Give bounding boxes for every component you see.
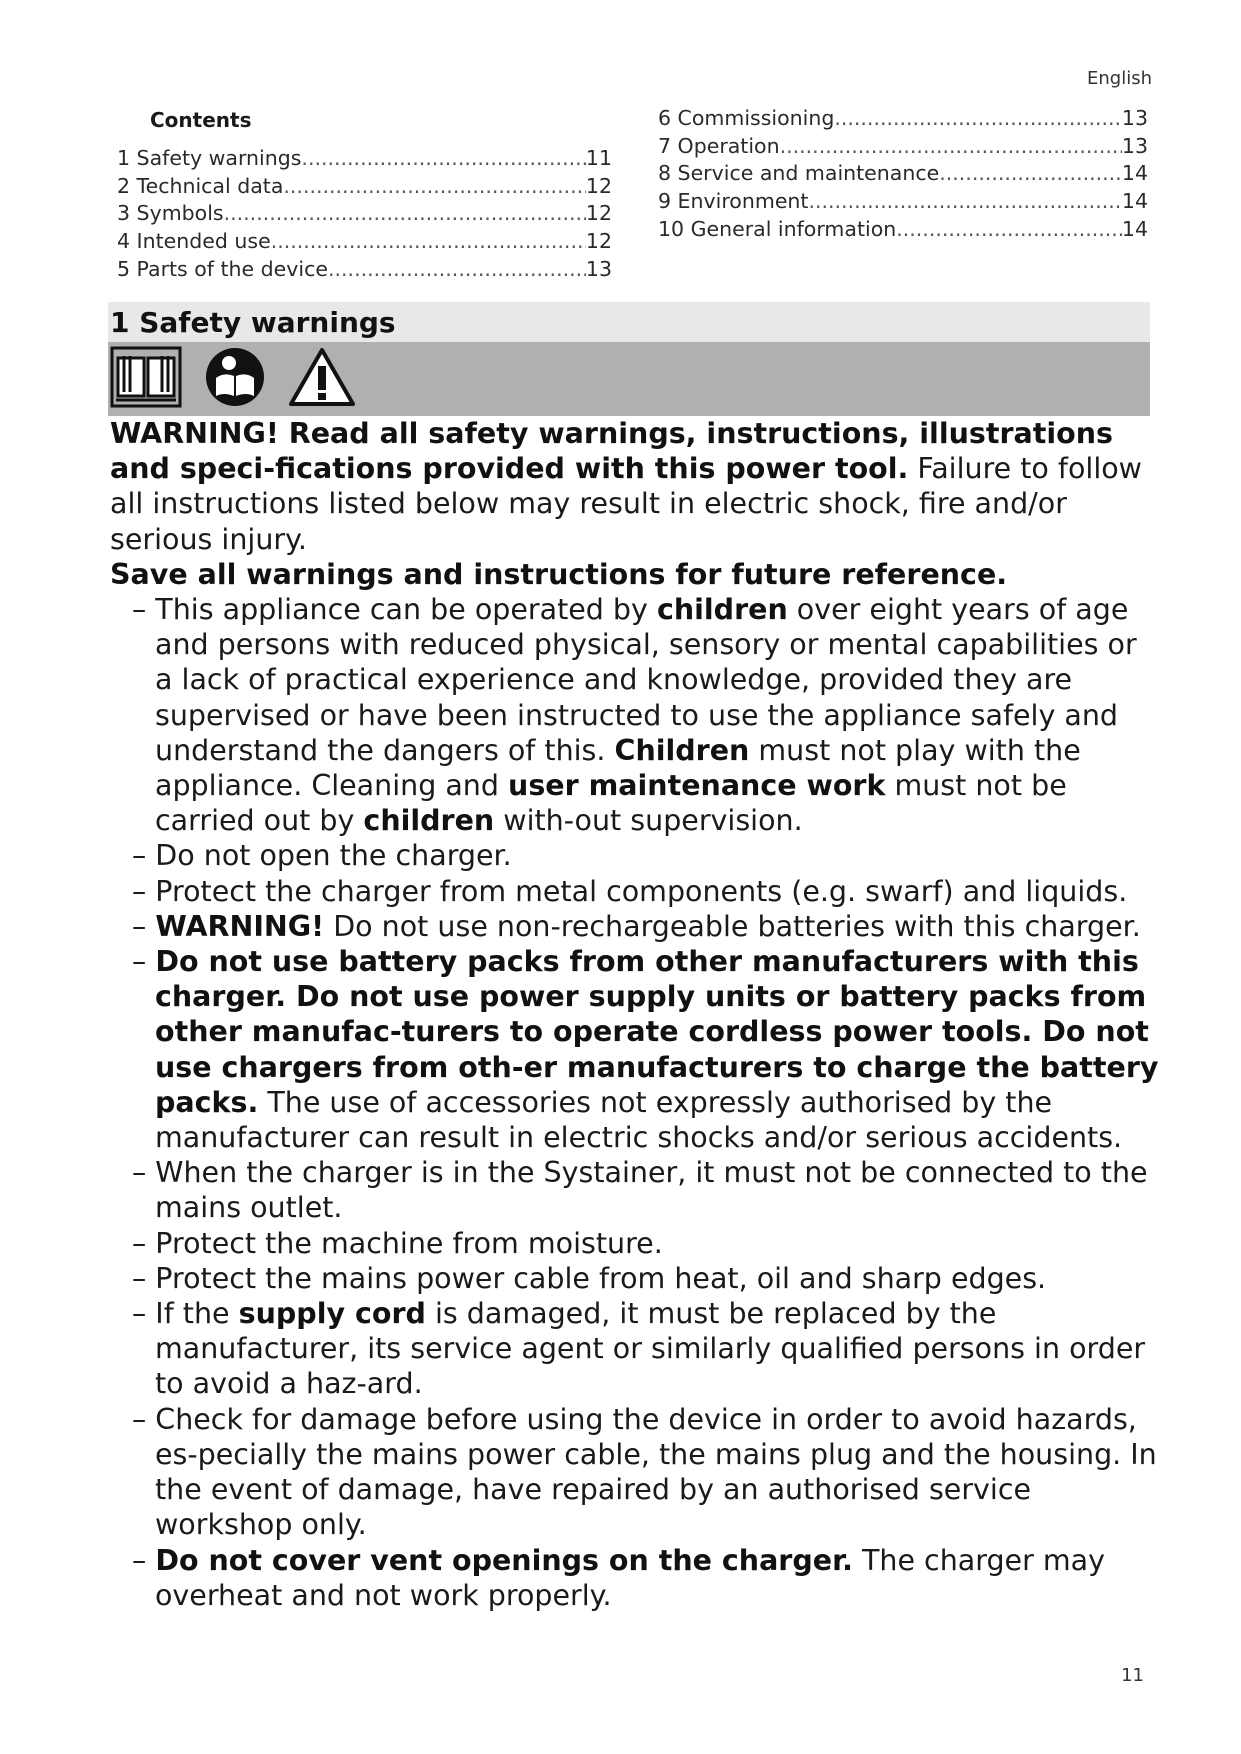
save-instructions: Save all warnings and instructions for future reference. [110, 557, 1008, 591]
toc-label: 4 Intended use [117, 229, 271, 254]
toc-label: 7 Operation [658, 133, 780, 158]
language-label: English [1087, 68, 1152, 89]
toc-page: 13 [1121, 106, 1148, 130]
toc-label: 9 Environment [658, 189, 809, 214]
list-item: – Do not open the charger. [132, 839, 512, 873]
list-item: – Protect the machine from moisture. [132, 1226, 663, 1260]
toc-label: 5 Parts of the device [117, 256, 328, 281]
contents-title: Contents [150, 108, 252, 132]
toc-label: 8 Service and maintenance [658, 161, 940, 186]
list-item: – WARNING! Do not use non-rechargeable batteries with this charger. [132, 909, 1141, 943]
list-item: – If the supply cord is damaged, it must be replaced by the manufacturer, its service agent or similarly qualified persons in order to avoid a haz-ard. [132, 1297, 1146, 1401]
toc-page: 13 [1121, 133, 1148, 158]
list-item: – Protect the mains power cable from heat, oil and sharp edges. [132, 1261, 1047, 1295]
toc-entry[interactable] [658, 216, 1148, 244]
toc-right-column [658, 105, 1148, 244]
toc-entry[interactable] [117, 145, 612, 173]
toc-label: 1 Safety warnings [117, 146, 302, 170]
toc-page: 12 [585, 201, 612, 226]
toc-label: 3 Symbols [117, 201, 224, 226]
toc-entry[interactable] [658, 105, 1148, 133]
safety-warnings-body [110, 416, 1160, 1613]
toc-page: 14 [1121, 161, 1148, 186]
toc-entry[interactable] [117, 256, 612, 284]
section-header [108, 302, 1150, 342]
toc-entry[interactable] [117, 228, 612, 256]
warning-triangle-icon [288, 346, 356, 408]
toc-entry[interactable] [117, 200, 612, 228]
toc-entry[interactable] [658, 133, 1148, 161]
section-title: 1 Safety warnings [110, 306, 396, 339]
manual-book-icon [110, 346, 182, 408]
page-number: 11 [1121, 1665, 1144, 1686]
toc-page: 14 [1121, 216, 1148, 241]
warning-intro: WARNING! Read all safety warnings, instructions, illustrations and speci-fications provided with this power tool. Failure to follow all instructions listed below may result in electric shock, fire and/or serious injury. [110, 417, 1142, 556]
toc-page: 11 [585, 146, 612, 170]
toc-label: 2 Technical data [117, 173, 284, 198]
toc-left-column [117, 145, 612, 284]
toc-page: 14 [1121, 189, 1148, 214]
read-instructions-icon [204, 346, 266, 408]
list-item: – Do not use battery packs from other manufacturers with this charger. Do not use power supply units or battery packs from other manufac-turers to operate cordless power tools. Do not use chargers from oth-er manufacturers to charge the battery packs. The use of accessories not expressly authorised by the manufacturer can result in electric shocks and/or serious accidents. [132, 945, 1159, 1155]
toc-label: 6 Commissioning [658, 106, 835, 130]
toc-page: 12 [585, 173, 612, 198]
icon-bar [108, 342, 1150, 416]
toc-page: 13 [585, 256, 612, 281]
toc-entry[interactable] [117, 173, 612, 201]
toc-label: 10 General information [658, 216, 897, 241]
list-item: – This appliance can be operated by children over eight years of age and persons with reduced physical, sensory or mental capabilities or a lack of practical experience and knowledge, provided they are supervised or have been instructed to use the appliance safely and understand the dangers of this. Children must not play with the appliance. Cleaning and user maintenance work must not be carried out by children with-out supervision. [132, 593, 1137, 838]
toc-page: 12 [585, 229, 612, 254]
list-item: – Do not cover vent openings on the charger. The charger may overheat and not work properly. [132, 1543, 1105, 1612]
list-item: – Protect the charger from metal components (e.g. swarf) and liquids. [132, 874, 1128, 908]
list-item: – Check for damage before using the device in order to avoid hazards, es-pecially the mains power cable, the mains plug and the housing. In the event of damage, have repaired by an authorised service workshop only. [132, 1402, 1157, 1542]
toc-entry[interactable] [658, 188, 1148, 216]
list-item: – When the charger is in the Systainer, it must not be connected to the mains outlet. [132, 1156, 1148, 1225]
toc-entry[interactable] [658, 160, 1148, 188]
